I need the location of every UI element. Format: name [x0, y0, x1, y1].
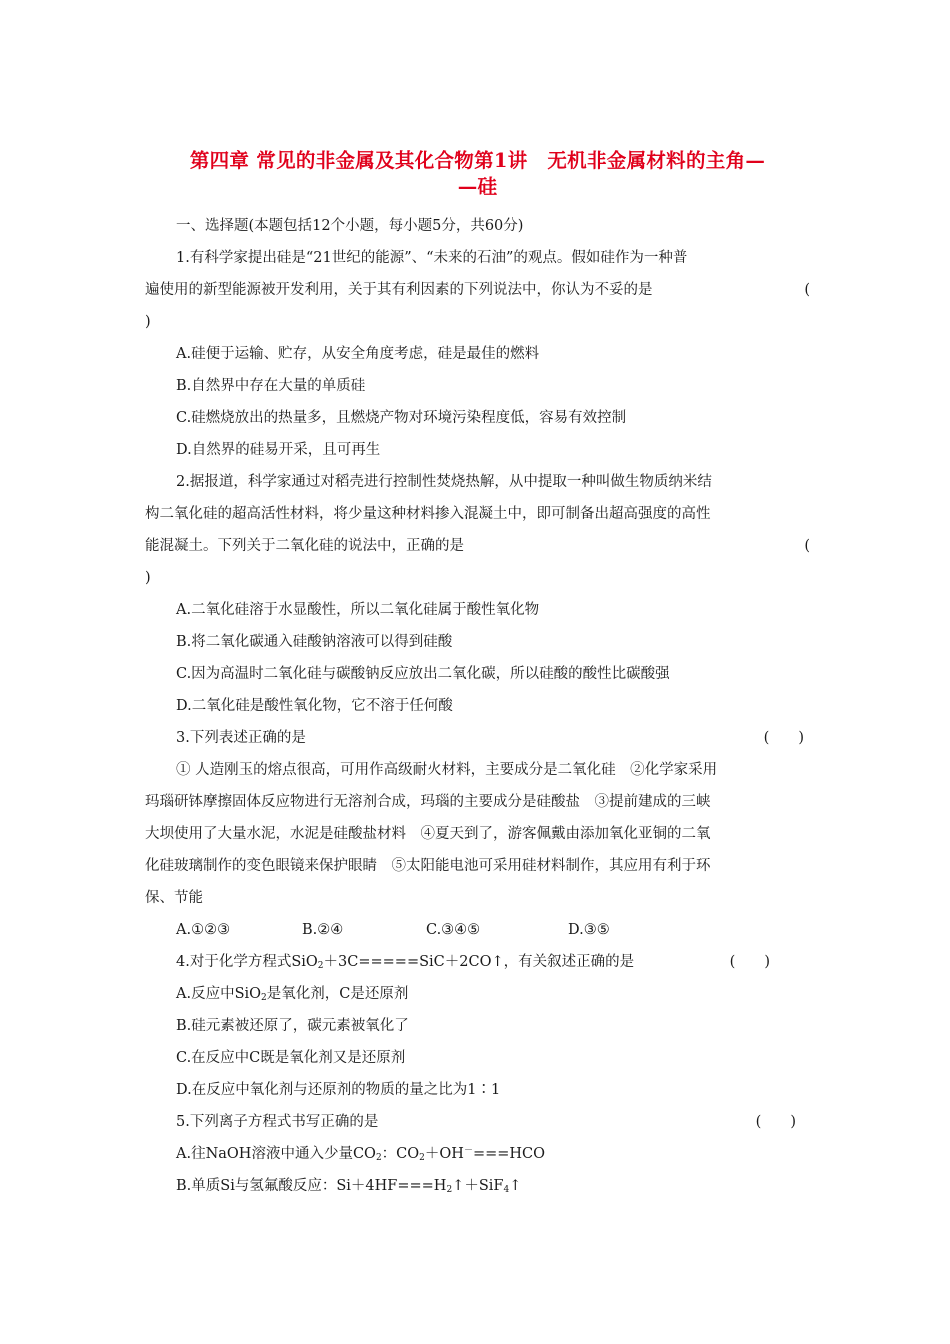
q3-statement-line-5: 保、节能: [145, 890, 203, 906]
q2-option-c: C.因为高温时二氧化硅与碳酸钠反应放出二氧化碳，所以硅酸的酸性比碳酸强: [176, 666, 670, 682]
q2-answer-bracket-open: (: [804, 538, 810, 554]
q3-option-b: B.②④: [302, 922, 344, 938]
q5-option-b-part-1: B.单质Si与氢氟酸反应：Si＋4HF===H: [176, 1178, 447, 1194]
q3-option-d: D.③⑤: [568, 922, 610, 938]
q3-option-a: A.①②③: [176, 922, 231, 938]
q3-option-c: C.③④⑤: [426, 922, 481, 938]
q5-option-b-part-3: ↑: [509, 1178, 522, 1194]
q4-option-b: B.硅元素被还原了，碳元素被氧化了: [176, 1018, 409, 1034]
q5-stem-text: 5.下列离子方程式书写正确的是: [176, 1114, 379, 1130]
q2-stem-line-1: 2.据报道，科学家通过对稻壳进行控制性焚烧热解，从中提取一种叫做生物质纳米结: [176, 474, 712, 490]
q4-stem-text: [176, 946, 634, 978]
q1-answer-bracket-open: (: [804, 282, 810, 298]
q2-stem-text: 能混凝土。下列关于二氧化硅的说法中，正确的是: [145, 538, 464, 554]
q1-option-c: C.硅燃烧放出的热量多，且燃烧产物对环境污染程度低，容易有效控制: [176, 410, 627, 426]
q5-option-a-part-2: ：CO: [381, 1146, 420, 1162]
q5-option-a-sub-2: 2: [419, 1153, 425, 1163]
q4-option-a-subscript: 2: [261, 993, 267, 1003]
q4-stem-post: ＋3C=====SiC＋2CO↑，有关叙述正确的是: [323, 954, 635, 970]
q5-option-b-part-2: ↑＋SiF: [452, 1178, 504, 1194]
q5-option-a: [145, 1138, 810, 1170]
q1-stem-line-2: [145, 274, 810, 306]
q4-stem-pre: 4.对于化学方程式SiO: [176, 954, 318, 970]
q3-stem-line: [145, 722, 810, 754]
q3-statement-line-4: 化硅玻璃制作的变色眼镜来保护眼睛 ⑤太阳能电池可采用硅材料制作，其应用有利于环: [145, 858, 711, 874]
q3-stem-text: 3.下列表述正确的是: [176, 730, 306, 746]
q4-subscript: 2: [317, 961, 324, 971]
q5-option-b: [145, 1170, 810, 1202]
q2-option-b: B.将二氧化碳通入硅酸钠溶液可以得到硅酸: [176, 634, 453, 650]
q1-stem-line-1: 1.有科学家提出硅是“21世纪的能源”、“未来的石油”的观点。假如硅作为一种普: [176, 250, 688, 266]
q3-statement-line-2: 玛瑙研钵摩擦固体反应物进行无溶剂合成，玛瑙的主要成分是硅酸盐 ③提前建成的三峡: [145, 794, 711, 810]
q4-option-a-post: 是氧化剂，C是还原剂: [266, 986, 409, 1002]
q4-option-c: C.在反应中C既是氧化剂又是还原剂: [176, 1050, 406, 1066]
q4-option-d: D.在反应中氧化剂与还原剂的物质的量之比为1∶1: [176, 1082, 501, 1098]
q4-option-a: [145, 978, 810, 1010]
q5-option-a-part-1: A.往NaOH溶液中通入少量CO: [176, 1146, 376, 1162]
q2-answer-bracket-close: ): [145, 570, 151, 586]
q5-option-b-sub-1: 2: [446, 1185, 453, 1195]
q5-stem-line: [145, 1106, 810, 1138]
chapter-title: [145, 148, 810, 200]
q3-statement-line-3: 大坝使用了大量水泥，水泥是硅酸盐材料 ④夏天到了，游客佩戴由添加氧化亚铜的二氧: [145, 826, 711, 842]
q1-option-b: B.自然界中存在大量的单质硅: [176, 378, 366, 394]
q4-stem-line: [145, 946, 810, 978]
q4-answer-bracket: ( ): [729, 954, 770, 970]
q3-statement-line-1: ① 人造刚玉的熔点很高，可用作高级耐火材料，主要成分是二氧化硅 ②化学家采用: [176, 762, 718, 778]
q2-stem-line-2: 构二氧化硅的超高活性材料，将少量这种材料掺入混凝土中，即可制备出超高强度的高性: [145, 506, 711, 522]
q1-stem-text: 遍使用的新型能源被开发利用，关于其有利因素的下列说法中，你认为不妥的是: [145, 282, 653, 298]
q5-option-a-superscript: －: [463, 1146, 473, 1156]
q2-option-a: A.二氧化硅溶于水显酸性，所以二氧化硅属于酸性氧化物: [176, 602, 540, 618]
q2-stem-line-3: [145, 530, 810, 562]
q3-options: [145, 914, 810, 946]
section-header: 一、选择题(本题包括12个小题，每小题5分，共60分): [176, 218, 524, 234]
q5-option-a-part-4: ===HCO: [472, 1146, 546, 1162]
q4-option-a-pre: A.反应中SiO: [176, 986, 262, 1002]
q3-answer-bracket: ( ): [763, 730, 804, 746]
title-line-2: —硅: [457, 175, 498, 198]
q2-option-d: D.二氧化硅是酸性氧化物，它不溶于任何酸: [176, 698, 453, 714]
q1-answer-bracket-close: ): [145, 314, 151, 330]
q5-answer-bracket: ( ): [755, 1114, 796, 1130]
q5-option-b-sub-2: 4: [503, 1185, 510, 1195]
exercise-body: [145, 210, 810, 1202]
q5-option-a-part-3: ＋OH: [424, 1146, 464, 1162]
q1-option-d: D.自然界的硅易开采，且可再生: [176, 442, 381, 458]
q1-option-a: A.硅便于运输、贮存，从安全角度考虑，硅是最佳的燃料: [176, 346, 540, 362]
title-line-1: 第四章 常见的非金属及其化合物第1讲 无机非金属材料的主角—: [189, 149, 766, 172]
q5-option-a-sub-1: 2: [375, 1153, 382, 1163]
